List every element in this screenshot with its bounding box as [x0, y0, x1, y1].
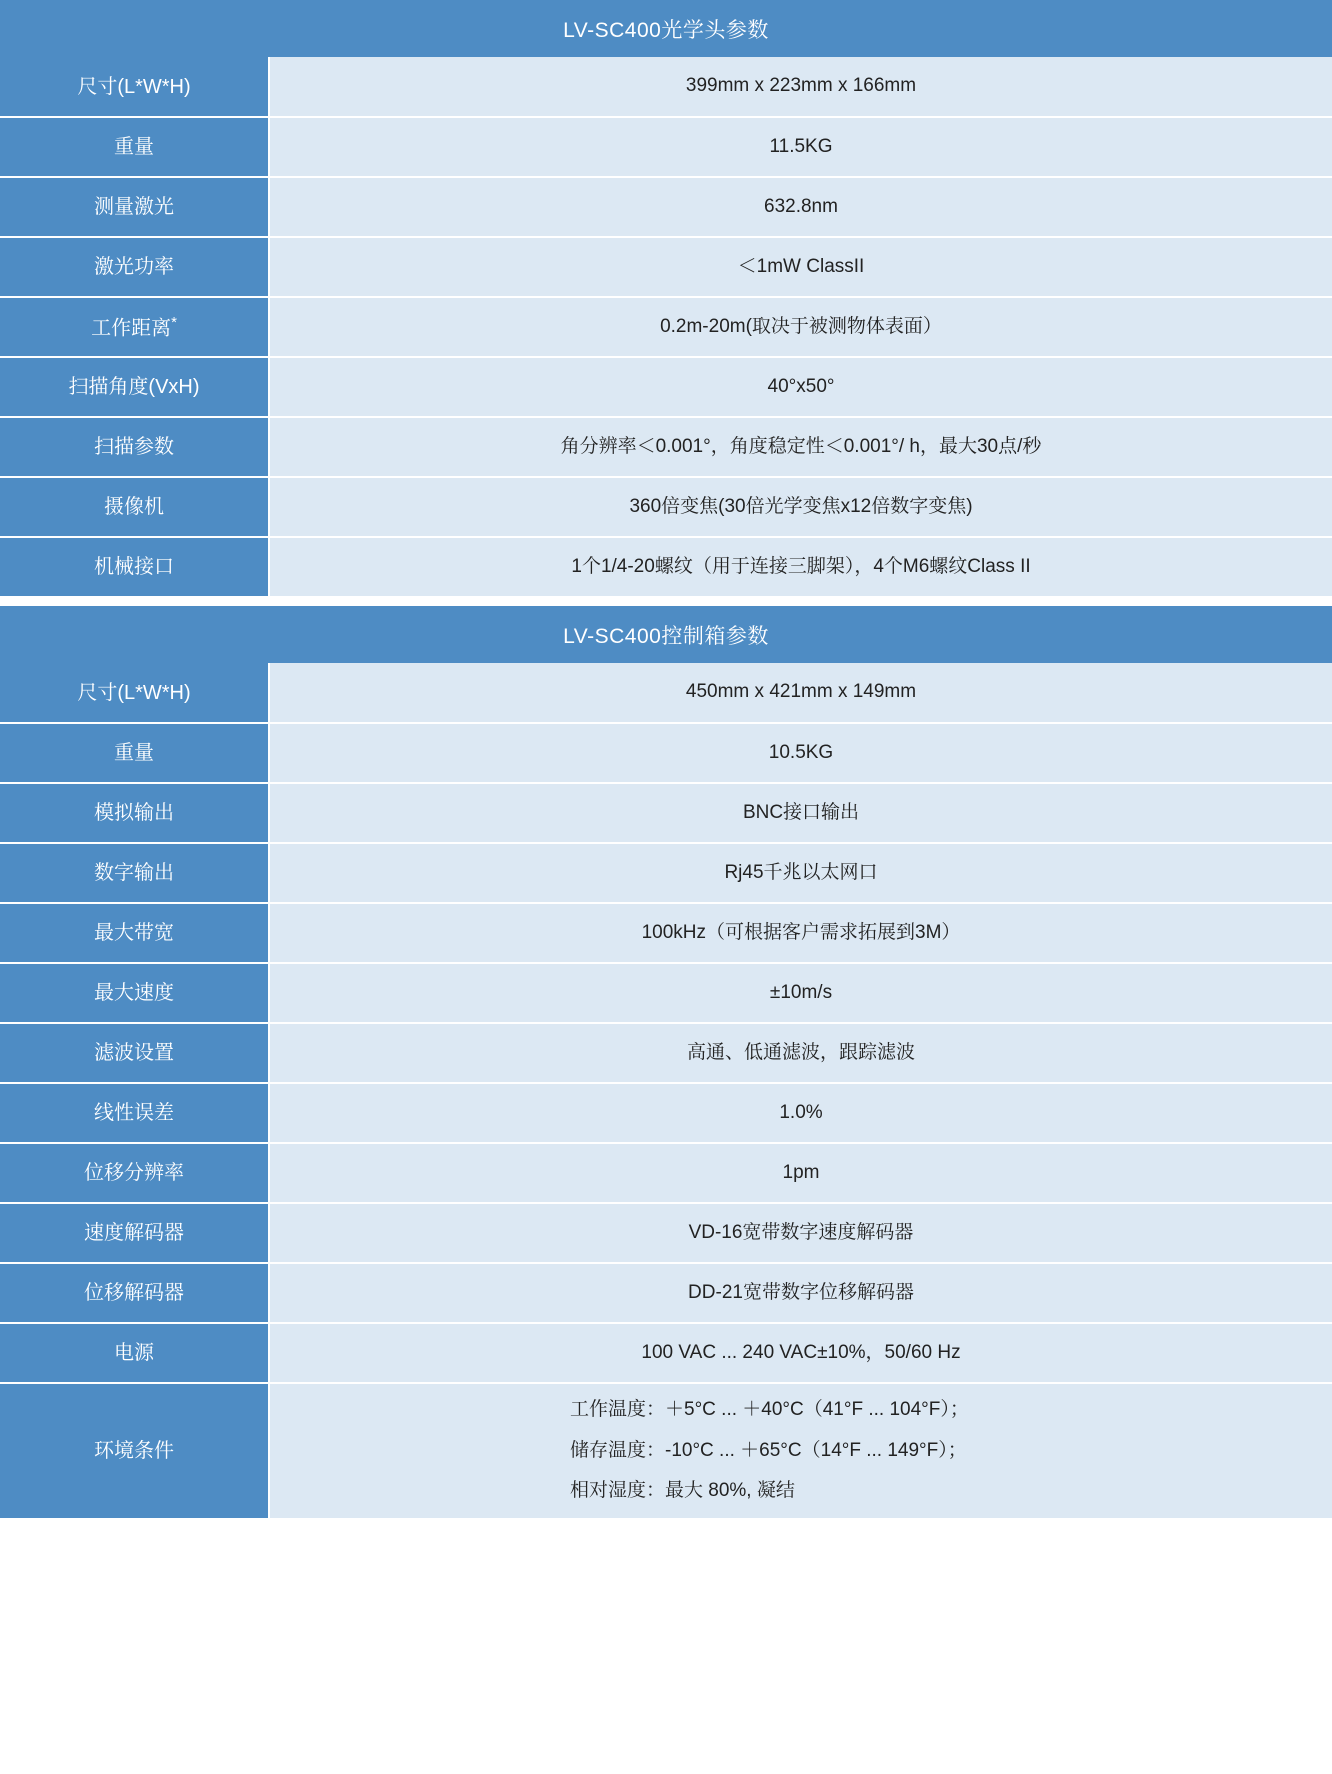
row-label: 环境条件 — [0, 1383, 269, 1519]
table-row — [0, 903, 1332, 963]
row-value: 450mm x 421mm x 149mm — [269, 663, 1332, 723]
table-row — [0, 1143, 1332, 1203]
section-divider — [0, 598, 1332, 606]
row-label: 位移分辨率 — [0, 1143, 269, 1203]
row-value: 11.5KG — [269, 117, 1332, 177]
row-label: 扫描角度(VxH) — [0, 357, 269, 417]
row-value: 399mm x 223mm x 166mm — [269, 57, 1332, 117]
row-label: 尺寸(L*W*H) — [0, 663, 269, 723]
spec-section-optical-head — [0, 0, 1332, 598]
row-label: 最大带宽 — [0, 903, 269, 963]
row-value: 高通、低通滤波，跟踪滤波 — [269, 1023, 1332, 1083]
table-row — [0, 1263, 1332, 1323]
section-title-control-box: LV-SC400控制箱参数 — [0, 606, 1332, 663]
table-row — [0, 1203, 1332, 1263]
row-label: 最大速度 — [0, 963, 269, 1023]
row-label: 重量 — [0, 117, 269, 177]
table-row — [0, 357, 1332, 417]
table-row — [0, 1383, 1332, 1519]
row-label: 电源 — [0, 1323, 269, 1383]
row-label: 位移解码器 — [0, 1263, 269, 1323]
row-value-line: 相对湿度：最大 80%, 凝结 — [570, 1480, 795, 1501]
row-value: BNC接口输出 — [269, 783, 1332, 843]
row-value: 360倍变焦(30倍光学变焦x12倍数字变焦) — [269, 477, 1332, 537]
row-value: Rj45千兆以太网口 — [269, 843, 1332, 903]
table-row — [0, 237, 1332, 297]
row-value-line: 工作温度：＋5°C ... ＋40°C（41°F ... 104°F）； — [570, 1399, 969, 1420]
row-label: 摄像机 — [0, 477, 269, 537]
row-label: 数字输出 — [0, 843, 269, 903]
table-row — [0, 477, 1332, 537]
table-row — [0, 783, 1332, 843]
row-label-text: 工作距离 — [91, 317, 172, 340]
table-row — [0, 963, 1332, 1023]
row-value: 10.5KG — [269, 723, 1332, 783]
row-value: ＜1mW ClassII — [269, 237, 1332, 297]
row-value: DD-21宽带数字位移解码器 — [269, 1263, 1332, 1323]
row-value: 1.0% — [269, 1083, 1332, 1143]
row-label: 模拟输出 — [0, 783, 269, 843]
row-label: 机械接口 — [0, 537, 269, 597]
table-row — [0, 843, 1332, 903]
table-row — [0, 177, 1332, 237]
table-row — [0, 117, 1332, 177]
row-value: 1个1/4-20螺纹（用于连接三脚架），4个M6螺纹Class II — [269, 537, 1332, 597]
row-value: 632.8nm — [269, 177, 1332, 237]
row-value: 100 VAC ... 240 VAC±10%，50/60 Hz — [269, 1323, 1332, 1383]
table-row — [0, 417, 1332, 477]
row-label: 尺寸(L*W*H) — [0, 57, 269, 117]
row-label: 重量 — [0, 723, 269, 783]
spec-table-optical-head — [0, 57, 1332, 598]
row-label — [0, 297, 269, 357]
row-label: 扫描参数 — [0, 417, 269, 477]
row-label: 线性误差 — [0, 1083, 269, 1143]
row-label: 滤波设置 — [0, 1023, 269, 1083]
table-row — [0, 537, 1332, 597]
row-value-line: 储存温度：-10°C ... ＋65°C（14°F ... 149°F）； — [570, 1439, 967, 1461]
table-row — [0, 1023, 1332, 1083]
spec-section-control-box — [0, 606, 1332, 1520]
row-label: 速度解码器 — [0, 1203, 269, 1263]
footnote-asterisk: * — [171, 313, 177, 331]
table-row — [0, 297, 1332, 357]
table-row — [0, 57, 1332, 117]
table-row — [0, 1083, 1332, 1143]
row-value — [269, 1383, 1332, 1519]
row-label: 测量激光 — [0, 177, 269, 237]
row-value: ±10m/s — [269, 963, 1332, 1023]
table-row — [0, 663, 1332, 723]
spec-table-control-box — [0, 663, 1332, 1520]
table-row — [0, 723, 1332, 783]
section-title-optical-head: LV-SC400光学头参数 — [0, 0, 1332, 57]
row-value: 角分辨率＜0.001°，角度稳定性＜0.001°/ h，最大30点/秒 — [269, 417, 1332, 477]
row-value: 100kHz（可根据客户需求拓展到3M） — [269, 903, 1332, 963]
table-row — [0, 1323, 1332, 1383]
row-value: 1pm — [269, 1143, 1332, 1203]
row-label: 激光功率 — [0, 237, 269, 297]
row-value: 40°x50° — [269, 357, 1332, 417]
row-value: 0.2m-20m(取决于被测物体表面） — [269, 297, 1332, 357]
row-value: VD-16宽带数字速度解码器 — [269, 1203, 1332, 1263]
